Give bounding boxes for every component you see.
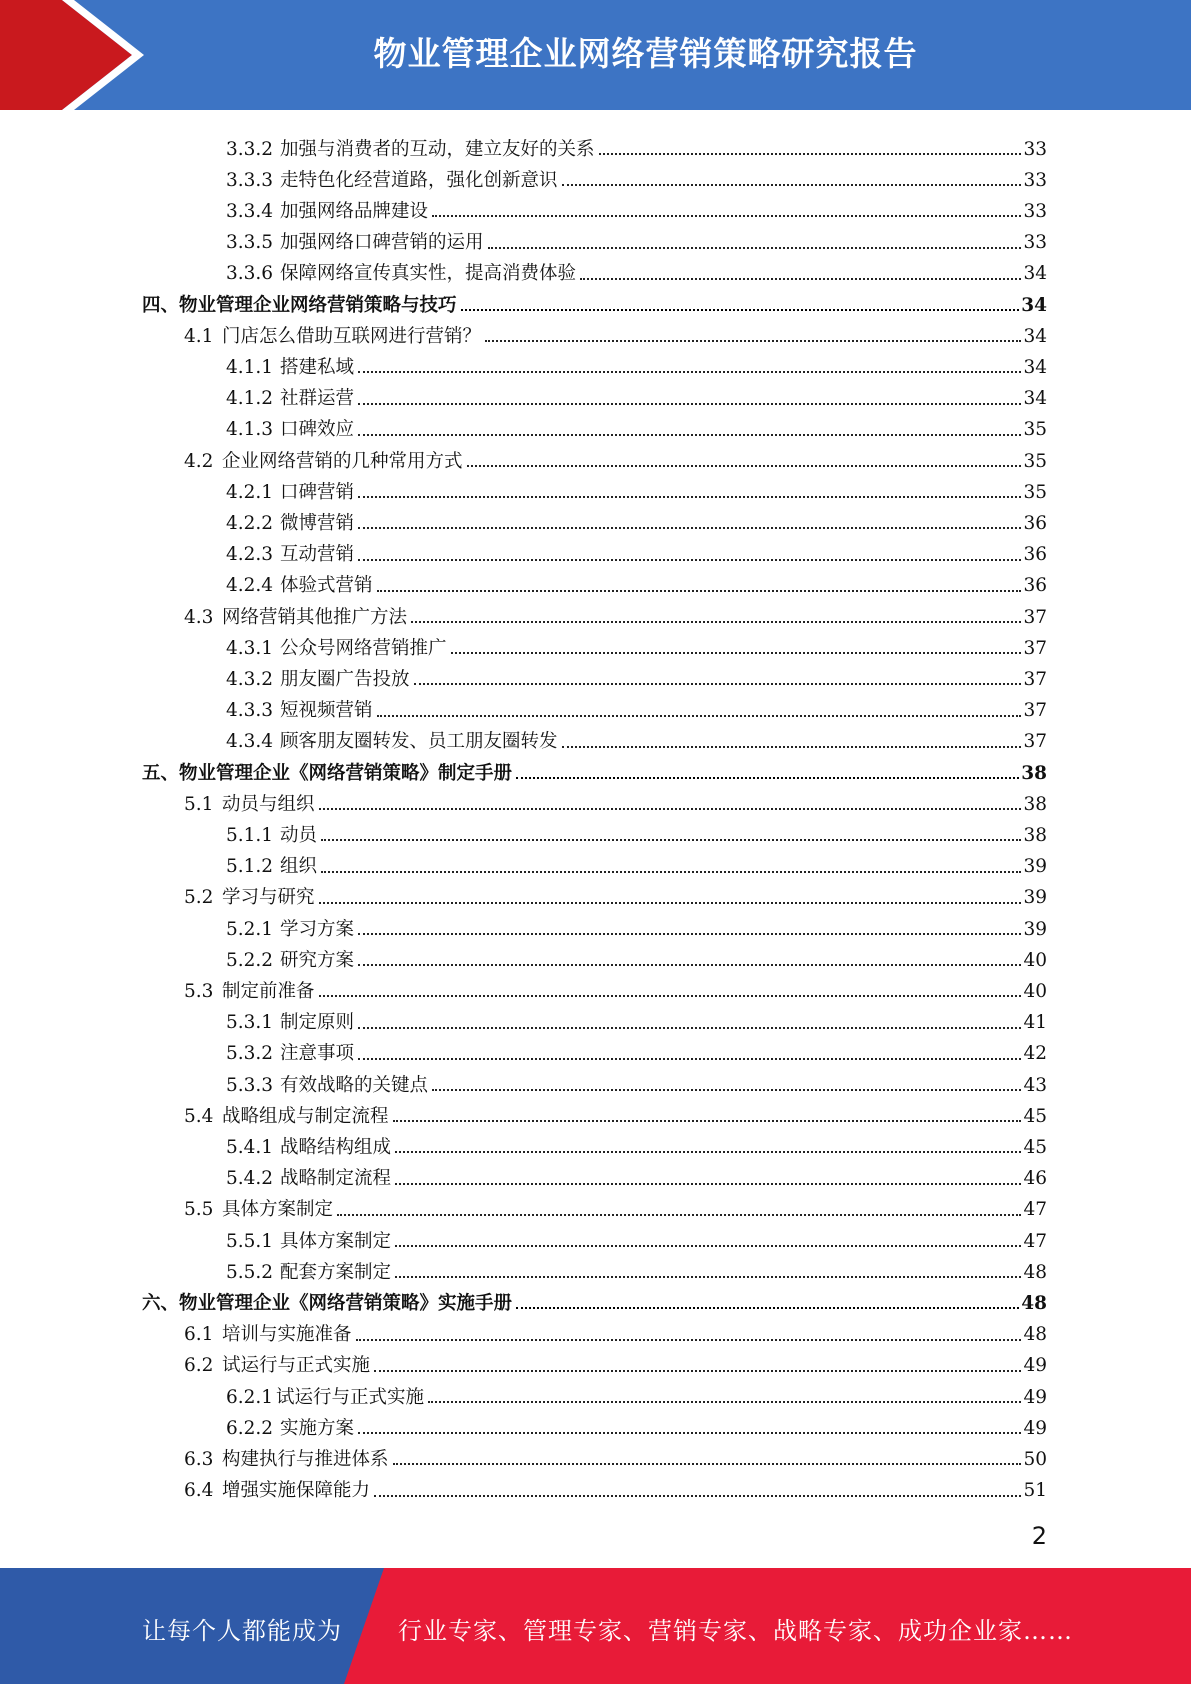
toc-entry-page: 45 <box>1023 1136 1047 1158</box>
toc-dot-leader <box>358 559 1021 561</box>
toc-dot-leader <box>319 995 1022 997</box>
toc-entry-page: 49 <box>1023 1355 1047 1377</box>
toc-entry-title: 具体方案制定 <box>222 1199 334 1221</box>
toc-entry-title: 有效战略的关键点 <box>280 1074 429 1096</box>
toc-entry-title: 加强与消费者的互动，建立友好的关系 <box>280 138 595 160</box>
toc-entry[interactable] <box>226 190 1047 221</box>
toc-dot-leader <box>395 1183 1021 1185</box>
toc-dot-leader <box>358 933 1021 935</box>
footer-banner <box>0 1568 1191 1684</box>
toc-entry-number: 3.3.4 <box>226 200 274 222</box>
toc-entry-title: 企业网络营销的几种常用方式 <box>222 450 463 472</box>
toc-entry[interactable] <box>226 378 1047 409</box>
toc-entry[interactable] <box>184 1438 1047 1469</box>
toc-entry-number: 6.1 <box>184 1324 214 1346</box>
toc-entry[interactable] <box>226 159 1047 190</box>
toc-entry-title: 加强网络品牌建设 <box>280 200 429 222</box>
toc-entry-number: 5.3.1 <box>226 1012 274 1034</box>
toc-entry-number: 5.2.2 <box>226 949 274 971</box>
toc-entry-page: 35 <box>1023 481 1047 503</box>
toc-entry-title: 试运行与正式实施 <box>276 1386 425 1408</box>
toc-entry[interactable] <box>184 596 1047 627</box>
toc-entry[interactable] <box>142 752 1047 783</box>
toc-entry[interactable] <box>226 846 1047 877</box>
toc-entry-title: 配套方案制定 <box>280 1261 392 1283</box>
toc-entry-number: 四、 <box>142 294 180 316</box>
toc-dot-leader <box>488 247 1022 249</box>
toc-entry-title: 朋友圈广告投放 <box>280 668 410 690</box>
toc-dot-leader <box>485 340 1021 342</box>
toc-entry-number: 4.3.4 <box>226 731 274 753</box>
toc-entry-page: 37 <box>1023 700 1047 722</box>
toc-entry[interactable] <box>184 1470 1047 1501</box>
toc-entry-page: 45 <box>1023 1105 1047 1127</box>
toc-entry-number: 4.3.1 <box>226 637 274 659</box>
toc-entry-page: 50 <box>1023 1448 1047 1470</box>
toc-entry-page: 42 <box>1023 1043 1047 1065</box>
toc-entry-page: 37 <box>1023 606 1047 628</box>
toc-entry-page: 40 <box>1023 949 1047 971</box>
header-chevron-decoration <box>0 0 160 110</box>
toc-entry-title: 战略制定流程 <box>280 1168 392 1190</box>
toc-dot-leader <box>374 1495 1021 1497</box>
toc-entry-title: 互动营销 <box>280 544 355 566</box>
toc-entry-page: 48 <box>1021 1292 1047 1314</box>
toc-entry-title: 试运行与正式实施 <box>222 1355 371 1377</box>
toc-entry-title: 顾客朋友圈转发、员工朋友圈转发 <box>280 731 558 753</box>
toc-dot-leader <box>580 278 1021 280</box>
toc-entry-title: 搭建私域 <box>280 356 355 378</box>
toc-entry-page: 34 <box>1023 263 1047 285</box>
toc-entry-page: 36 <box>1023 575 1047 597</box>
toc-dot-leader <box>516 1307 1019 1309</box>
report-title: 物业管理企业网络营销策略研究报告 <box>373 34 918 73</box>
toc-entry-title: 研究方案 <box>280 949 355 971</box>
toc-entry-number: 5.5 <box>184 1199 214 1221</box>
toc-entry[interactable] <box>226 1002 1047 1033</box>
toc-entry-title: 公众号网络营销推广 <box>280 637 447 659</box>
toc-entry-number: 6.2.2 <box>226 1417 274 1439</box>
toc-entry-title: 构建执行与推进体系 <box>222 1448 389 1470</box>
toc-dot-leader <box>432 215 1021 217</box>
toc-entry-number: 6.4 <box>184 1480 214 1502</box>
toc-entry-number: 4.1.1 <box>226 356 274 378</box>
toc-entry[interactable] <box>226 1251 1047 1282</box>
toc-entry[interactable] <box>226 346 1047 377</box>
toc-entry-title: 口碑效应 <box>280 419 355 441</box>
toc-dot-leader <box>358 371 1021 373</box>
toc-entry-number: 六、 <box>142 1292 180 1314</box>
toc-dot-leader <box>461 309 1020 311</box>
toc-entry[interactable] <box>226 658 1047 689</box>
toc-entry-page: 39 <box>1023 887 1047 909</box>
toc-entry[interactable] <box>226 222 1047 253</box>
toc-entry-title: 社群运营 <box>280 388 355 410</box>
toc-entry-number: 3.3.6 <box>226 263 274 285</box>
toc-dot-leader <box>319 808 1022 810</box>
toc-dot-leader <box>358 496 1021 498</box>
toc-entry-page: 39 <box>1023 856 1047 878</box>
toc-entry-number: 5.1 <box>184 793 214 815</box>
toc-entry-number: 4.2.3 <box>226 544 274 566</box>
toc-entry[interactable] <box>226 1376 1047 1407</box>
toc-dot-leader <box>516 777 1019 779</box>
toc-dot-leader <box>414 683 1022 685</box>
toc-entry-number: 5.3 <box>184 980 214 1002</box>
toc-entry[interactable] <box>184 1189 1047 1220</box>
toc-entry-page: 49 <box>1023 1417 1047 1439</box>
toc-dot-leader <box>358 434 1021 436</box>
toc-entry[interactable] <box>184 783 1047 814</box>
toc-dot-leader <box>599 153 1022 155</box>
toc-entry-number: 4.3 <box>184 606 214 628</box>
toc-entry[interactable] <box>226 128 1047 159</box>
toc-entry-page: 47 <box>1023 1230 1047 1252</box>
toc-entry-title: 口碑营销 <box>280 481 355 503</box>
toc-entry-page: 37 <box>1023 668 1047 690</box>
toc-dot-leader <box>562 184 1022 186</box>
toc-entry-page: 48 <box>1023 1261 1047 1283</box>
toc-entry-number: 4.1.2 <box>226 388 274 410</box>
toc-entry-number: 3.3.5 <box>226 232 274 254</box>
header-banner <box>0 0 1191 110</box>
toc-entry-number: 4.1 <box>184 325 214 347</box>
toc-entry[interactable] <box>184 970 1047 1001</box>
toc-entry[interactable] <box>226 471 1047 502</box>
toc-dot-leader <box>393 1120 1022 1122</box>
toc-entry[interactable] <box>226 1407 1047 1438</box>
toc-entry-page: 38 <box>1023 824 1047 846</box>
toc-entry-title: 物业管理企业网络营销策略与技巧 <box>179 294 457 316</box>
toc-entry-number: 5.4 <box>184 1105 214 1127</box>
toc-entry-page: 34 <box>1023 325 1047 347</box>
toc-entry-title: 学习方案 <box>280 918 355 940</box>
toc-entry-title: 门店怎么借助互联网进行营销？ <box>222 325 482 347</box>
toc-dot-leader <box>319 902 1022 904</box>
toc-entry-number: 5.1.2 <box>226 856 274 878</box>
toc-entry-number: 5.3.3 <box>226 1074 274 1096</box>
toc-entry[interactable] <box>226 1064 1047 1095</box>
toc-entry-number: 5.4.2 <box>226 1168 274 1190</box>
toc-entry[interactable] <box>226 627 1047 658</box>
toc-dot-leader <box>358 1432 1021 1434</box>
toc-entry-title: 走特色化经营道路，强化创新意识 <box>280 169 558 191</box>
toc-entry[interactable] <box>142 1282 1047 1313</box>
toc-entry-number: 6.2.1 <box>226 1386 274 1408</box>
toc-entry[interactable] <box>226 1126 1047 1157</box>
toc-dot-leader <box>562 746 1022 748</box>
footer-slogan-right: 行业专家、管理专家、营销专家、战略专家、成功企业家…… <box>398 1617 1073 1645</box>
toc-entry-page: 43 <box>1023 1074 1047 1096</box>
toc-entry[interactable] <box>226 253 1047 284</box>
toc-entry-page: 48 <box>1023 1324 1047 1346</box>
toc-entry[interactable] <box>184 1345 1047 1376</box>
footer-slogan-left: 让每个人都能成为 <box>142 1617 342 1645</box>
toc-entry-page: 35 <box>1023 419 1047 441</box>
toc-entry-title: 注意事项 <box>280 1043 355 1065</box>
toc-entry-page: 51 <box>1023 1480 1047 1502</box>
toc-entry-number: 6.2 <box>184 1355 214 1377</box>
toc-entry-number: 5.3.2 <box>226 1043 274 1065</box>
toc-dot-leader <box>451 652 1022 654</box>
toc-entry-page: 37 <box>1023 637 1047 659</box>
toc-entry-title: 增强实施保障能力 <box>222 1480 371 1502</box>
toc-entry-number: 5.5.1 <box>226 1230 274 1252</box>
toc-entry-page: 41 <box>1023 1012 1047 1034</box>
toc-entry-number: 6.3 <box>184 1448 214 1470</box>
toc-entry[interactable] <box>184 877 1047 908</box>
toc-entry-number: 4.3.3 <box>226 700 274 722</box>
toc-entry-number: 4.2.4 <box>226 575 274 597</box>
toc-entry-title: 组织 <box>280 856 318 878</box>
toc-dot-leader <box>428 1401 1021 1403</box>
toc-entry-page: 40 <box>1023 980 1047 1002</box>
toc-entry[interactable] <box>226 908 1047 939</box>
toc-entry[interactable] <box>184 1095 1047 1126</box>
toc-dot-leader <box>393 1463 1022 1465</box>
toc-entry-page: 39 <box>1023 918 1047 940</box>
toc-entry-number: 4.2 <box>184 450 214 472</box>
toc-dot-leader <box>411 621 1021 623</box>
toc-entry[interactable] <box>226 565 1047 596</box>
toc-dot-leader <box>432 1089 1021 1091</box>
toc-entry-page: 46 <box>1023 1168 1047 1190</box>
toc-entry-title: 战略结构组成 <box>280 1136 392 1158</box>
toc-entry-page: 38 <box>1023 793 1047 815</box>
toc-entry-page: 34 <box>1023 388 1047 410</box>
toc-dot-leader <box>321 871 1021 873</box>
toc-entry-page: 33 <box>1023 232 1047 254</box>
toc-entry-title: 微博营销 <box>280 512 355 534</box>
toc-entry-title: 制定前准备 <box>222 980 315 1002</box>
toc-dot-leader <box>321 839 1021 841</box>
toc-entry[interactable] <box>226 690 1047 721</box>
toc-entry-page: 33 <box>1023 169 1047 191</box>
toc-entry-number: 4.2.1 <box>226 481 274 503</box>
page-number: 2 <box>1031 1522 1047 1550</box>
toc-entry-page: 33 <box>1023 138 1047 160</box>
toc-dot-leader <box>358 964 1021 966</box>
toc-entry-number: 五、 <box>142 762 180 784</box>
toc-entry[interactable] <box>226 1033 1047 1064</box>
toc-dot-leader <box>337 1214 1021 1216</box>
toc-dot-leader <box>395 1151 1021 1153</box>
toc-entry-number: 5.4.1 <box>226 1136 274 1158</box>
toc-entry[interactable] <box>226 939 1047 970</box>
toc-entry-number: 3.3.2 <box>226 138 274 160</box>
toc-entry-title: 动员 <box>280 824 318 846</box>
toc-dot-leader <box>395 1276 1021 1278</box>
toc-entry-title: 保障网络宣传真实性，提高消费体验 <box>280 263 577 285</box>
toc-entry-title: 网络营销其他推广方法 <box>222 606 408 628</box>
toc-entry-page: 36 <box>1023 512 1047 534</box>
toc-entry-title: 制定原则 <box>280 1012 355 1034</box>
toc-entry-number: 3.3.3 <box>226 169 274 191</box>
toc-entry-page: 34 <box>1021 294 1047 316</box>
toc-entry[interactable] <box>184 440 1047 471</box>
toc-entry-number: 4.1.3 <box>226 419 274 441</box>
toc-entry-page: 38 <box>1021 762 1047 784</box>
toc-entry-number: 4.3.2 <box>226 668 274 690</box>
toc-entry[interactable] <box>184 315 1047 346</box>
toc-entry-page: 37 <box>1023 731 1047 753</box>
toc-dot-leader <box>377 715 1022 717</box>
toc-dot-leader <box>377 590 1022 592</box>
toc-entry[interactable] <box>226 721 1047 752</box>
toc-entry[interactable] <box>226 534 1047 565</box>
toc-entry[interactable] <box>226 814 1047 845</box>
toc-entry[interactable] <box>184 1314 1047 1345</box>
toc-entry-page: 36 <box>1023 544 1047 566</box>
toc-entry-title: 体验式营销 <box>280 575 373 597</box>
toc-entry[interactable] <box>226 409 1047 440</box>
toc-dot-leader <box>358 527 1021 529</box>
toc-entry-number: 5.2 <box>184 887 214 909</box>
toc-entry-number: 5.1.1 <box>226 824 274 846</box>
toc-dot-leader <box>467 465 1022 467</box>
toc-entry-title: 具体方案制定 <box>280 1230 392 1252</box>
toc-entry-title: 物业管理企业《网络营销策略》制定手册 <box>179 762 513 784</box>
toc-entry-page: 47 <box>1023 1199 1047 1221</box>
toc-entry[interactable] <box>226 1158 1047 1189</box>
toc-entry[interactable] <box>226 502 1047 533</box>
toc-entry-page: 49 <box>1023 1386 1047 1408</box>
toc-entry[interactable] <box>142 284 1047 315</box>
toc-dot-leader <box>395 1245 1021 1247</box>
toc-dot-leader <box>374 1370 1021 1372</box>
toc-dot-leader <box>358 1027 1021 1029</box>
toc-entry-title: 培训与实施准备 <box>222 1324 352 1346</box>
toc-dot-leader <box>358 1058 1021 1060</box>
toc-entry-number: 4.2.2 <box>226 512 274 534</box>
toc-entry-title: 短视频营销 <box>280 700 373 722</box>
toc-entry-number: 5.5.2 <box>226 1261 274 1283</box>
toc-entry-page: 33 <box>1023 200 1047 222</box>
toc-entry-number: 5.2.1 <box>226 918 274 940</box>
toc-entry-title: 实施方案 <box>280 1417 355 1439</box>
toc-entry-title: 学习与研究 <box>222 887 315 909</box>
toc-dot-leader <box>358 403 1021 405</box>
toc-entry-page: 35 <box>1023 450 1047 472</box>
toc-entry-title: 物业管理企业《网络营销策略》实施手册 <box>179 1292 513 1314</box>
toc-entry-title: 动员与组织 <box>222 793 315 815</box>
toc-entry-title: 加强网络口碑营销的运用 <box>280 232 484 254</box>
toc-entry[interactable] <box>226 1220 1047 1251</box>
toc-entry-title: 战略组成与制定流程 <box>222 1105 389 1127</box>
toc-entry-page: 34 <box>1023 356 1047 378</box>
toc-dot-leader <box>356 1339 1022 1341</box>
